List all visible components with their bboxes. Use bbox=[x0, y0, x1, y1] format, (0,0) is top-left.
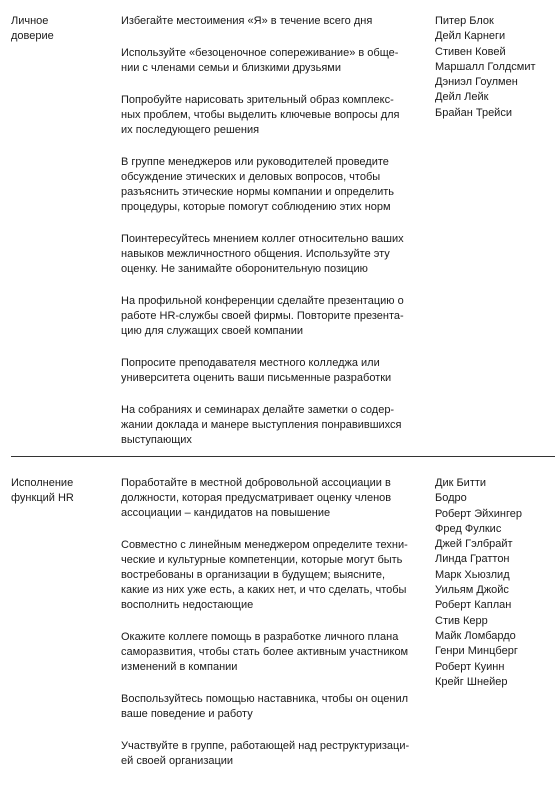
category-label: Личное доверие bbox=[11, 15, 54, 42]
activity-item: Используйте «безоценочное сопереживание» в обще- нии с членами семьи и близкими друзьями bbox=[121, 47, 399, 74]
activities-list bbox=[121, 14, 421, 465]
activity-item: Попросите преподавателя местного колледжа или университета оценить ваши письменные разработки bbox=[121, 357, 392, 384]
author-name: Генри Минцберг bbox=[435, 645, 518, 658]
section-divider bbox=[11, 456, 555, 457]
author-name: Майк Ломбардо bbox=[435, 629, 516, 642]
author-name: Маршалл Голдсмит bbox=[435, 60, 536, 73]
author-name: Дэниэл Гоулмен bbox=[435, 76, 518, 89]
author-name: Питер Блок bbox=[435, 15, 494, 27]
activity-item: Избегайте местоимения «Я» в течение всего дня bbox=[121, 15, 373, 27]
author-name: Дейл Лейк bbox=[435, 91, 489, 104]
activity-item: На профильной конференции сделайте презентацию о работе HR-службы своей фирмы. Повторите презента- цию для служащих своей компании bbox=[121, 295, 404, 337]
author-name: Стив Керр bbox=[435, 614, 488, 627]
author-name: Дейл Карнеги bbox=[435, 30, 506, 43]
author-name: Крейг Шнейер bbox=[435, 675, 508, 688]
author-name: Уильям Джойс bbox=[435, 584, 509, 597]
category-label: Исполнение функций HR bbox=[11, 477, 74, 504]
author-name: Роберт Каплан bbox=[435, 599, 512, 612]
author-name: Линда Граттон bbox=[435, 553, 510, 566]
activity-item: Воспользуйтесь помощью наставника, чтобы он оценил ваше поведение и работу bbox=[121, 693, 409, 720]
activity-item: В группе менеджеров или руководителей проведите обсуждение этических и деловых вопросов, чтобы разъяснить этические нормы компании и определить процедуры, которые помогут соблюдению этих норм bbox=[121, 156, 395, 213]
author-name: Стивен Ковей bbox=[435, 45, 506, 58]
author-name: Марк Хьюзлид bbox=[435, 568, 510, 581]
activity-item: Поработайте в местной добровольной ассоциации в должности, которая предусматривает оценку членов ассоциации – кандидатов на повышение bbox=[121, 477, 392, 519]
author-name: Брайан Трейси bbox=[435, 106, 512, 119]
activity-item: На собраниях и семинарах делайте заметки о содер- жании доклада и манере выступления понравившихся выступающих bbox=[121, 404, 402, 446]
activity-item: Окажите коллеге помощь в разработке личного плана саморазвития, чтобы стать более активным участником изменений в компании bbox=[121, 631, 409, 673]
activity-item: Попробуйте нарисовать зрительный образ комплекс- ных проблем, чтобы выделить ключевые вопросы для их последующего решения bbox=[121, 94, 400, 136]
activity-item: Участвуйте в группе, работающей над реструктуризаци- ей своей организации bbox=[121, 740, 410, 767]
authors-list bbox=[435, 14, 560, 121]
author-name: Роберт Куинн bbox=[435, 660, 505, 673]
author-name: Фред Фулкис bbox=[435, 522, 502, 535]
author-name: Джей Гэлбрайт bbox=[435, 538, 513, 551]
author-name: Роберт Эйхингер bbox=[435, 507, 523, 520]
activity-item: Поинтересуйтесь мнением коллег относительно ваших навыков межличностного общения. Используйте эту оценку. Не занимайте оборонительную позицию bbox=[121, 233, 404, 275]
activity-item: Совместно с линейным менеджером определите техни- ческие и культурные компетенции, которые могут быть востребованы в организации в будущем; выясните, какие из них уже есть, а каких нет, и что сделать, чтобы восполнить недостающие bbox=[121, 539, 408, 611]
authors-list bbox=[435, 476, 560, 690]
activities-list bbox=[121, 476, 421, 786]
author-name: Дик Битти bbox=[435, 477, 487, 489]
author-name: Бодро bbox=[435, 492, 467, 505]
